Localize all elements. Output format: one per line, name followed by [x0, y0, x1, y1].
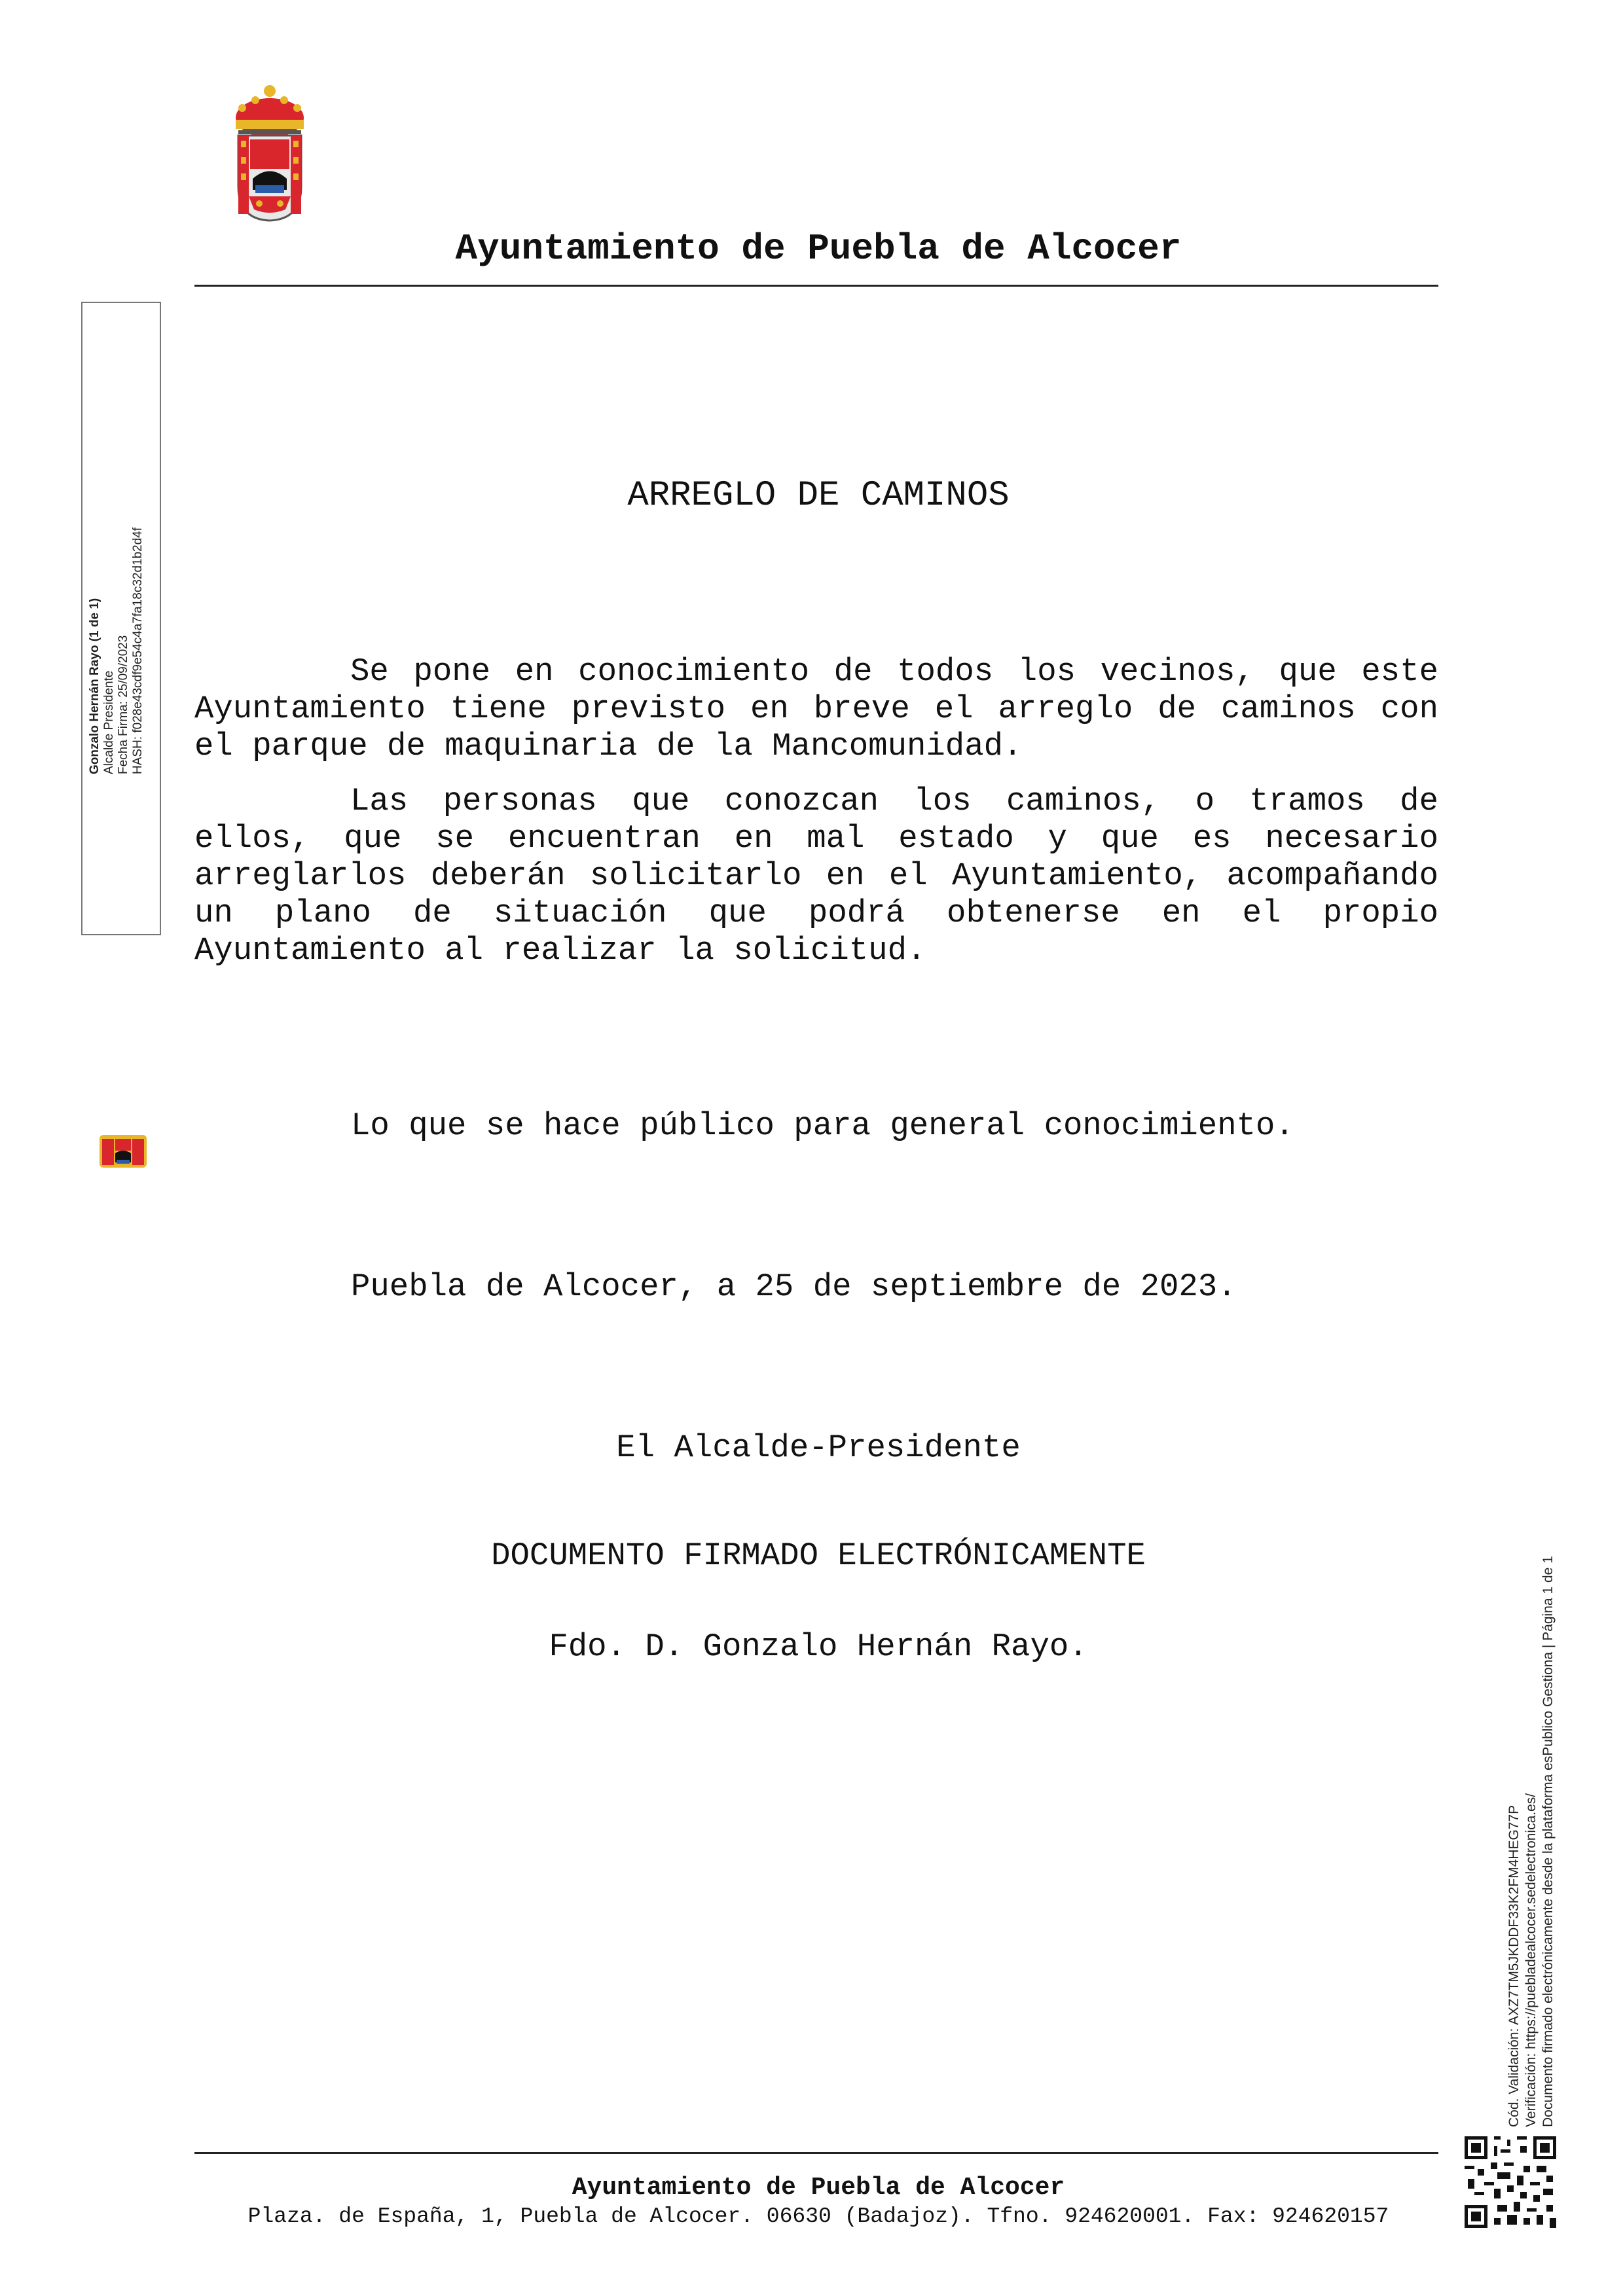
signature-stamp [81, 302, 161, 935]
signature-crest-icon [97, 1131, 149, 1172]
public-notice: Lo que se hace público para general conocimiento. [351, 1107, 1294, 1144]
signature-signer: Gonzalo Hernán Rayo (1 de 1) [88, 598, 101, 774]
footer-organization: Ayuntamiento de Puebla de Alcocer [572, 2174, 1065, 2202]
header-divider [194, 285, 1438, 287]
document-title: ARREGLO DE CAMINOS [627, 476, 1010, 516]
page-header-title: Ayuntamiento de Puebla de Alcocer [455, 228, 1182, 270]
signature-role: Alcalde Presidente [102, 670, 116, 774]
validation-info [1506, 1433, 1565, 2127]
validation-code: Cód. Validación: AXZ7TM5JKDDF33K2FM4HEG77P [1506, 1804, 1522, 2127]
qr-code-icon [1465, 2136, 1556, 2228]
signature-hash: HASH: f028e43cdf9e54c4a7fa18c32d1b2d4f [131, 527, 145, 774]
signer-title: El Alcalde-Presidente [616, 1429, 1021, 1466]
body-paragraph-1: Se pone en conocimiento de todos los vecinos, que este Ayuntamiento tiene previsto en breve el arreglo de caminos con el parque de maquinaria de la Mancomunidad. [194, 653, 1438, 764]
footer-address: Plaza. de España, 1, Puebla de Alcocer. 06630 (Badajoz). Tfno. 924620001. Fax: 924620157 [247, 2204, 1389, 2229]
place-date: Puebla de Alcocer, a 25 de septiembre de 2023. [351, 1268, 1237, 1305]
signed-by: Fdo. D. Gonzalo Hernán Rayo. [549, 1628, 1088, 1665]
verification-url: Verificación: https://puebladealcocer.sedelectronica.es/ [1523, 1793, 1539, 2127]
signature-date: Fecha Firma: 25/09/2023 [117, 635, 130, 774]
municipal-crest-logo [229, 82, 311, 223]
body-paragraph-2: Las personas que conozcan los caminos, o tramos de ellos, que se encuentran en mal estado y que es necesario arreglarlos deberán solicitarlo en el Ayuntamiento, acompañando un plano de situación que podrá obtenerse en el propio Ayuntamiento al realizar la solicitud. [194, 783, 1438, 969]
signature-stamp-text [88, 460, 153, 774]
electronic-signature-notice: DOCUMENTO FIRMADO ELECTRÓNICAMENTE [491, 1537, 1146, 1574]
footer-divider [194, 2152, 1438, 2154]
platform-info: Documento firmado electrónicamente desde la plataforma esPublico Gestiona | Página 1 de 1 [1541, 1556, 1556, 2127]
